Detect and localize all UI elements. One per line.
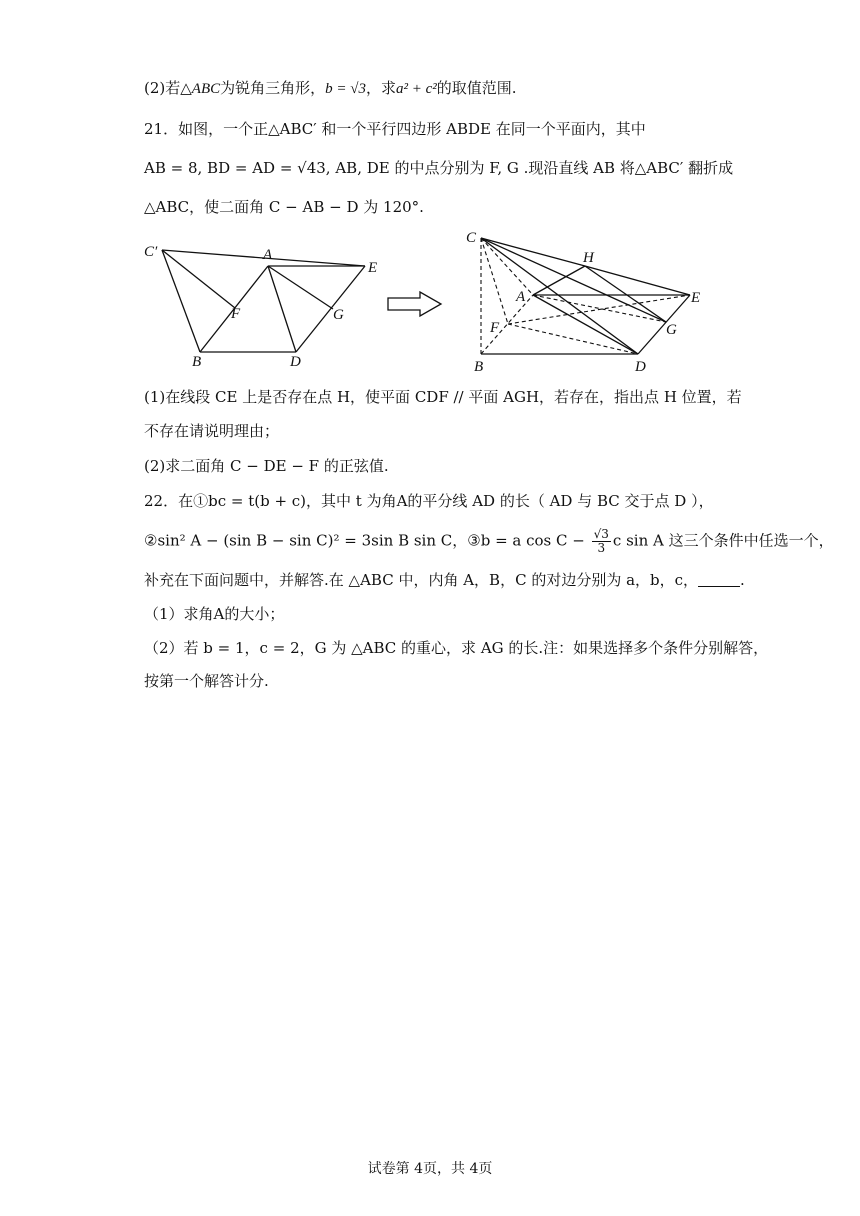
label-c-prime: C′ bbox=[144, 244, 158, 260]
label-b-left: B bbox=[192, 354, 202, 370]
q22-line1: 22．在①bc = t(b + c)，其中 t 为角A的平分线 AD 的长（ AD 与 BC 交于点 D ）， bbox=[144, 492, 714, 510]
q22-frac-num: √3 bbox=[593, 527, 609, 541]
label-h-right: H bbox=[583, 250, 594, 266]
label-e-left: E bbox=[368, 260, 378, 276]
page-footer: 试卷第 4页，共 4页 bbox=[367, 1161, 493, 1177]
figure-right-labels bbox=[466, 230, 700, 375]
label-a-right: A bbox=[516, 289, 526, 305]
label-d-left: D bbox=[290, 354, 301, 370]
label-a-left: A bbox=[263, 247, 273, 263]
q22-line3 bbox=[144, 570, 745, 590]
figure-left bbox=[162, 250, 365, 352]
q20-mid2: ，求 bbox=[366, 79, 397, 97]
q20-mid1: 为锐角三角形， bbox=[220, 79, 326, 97]
label-c-right: C bbox=[466, 230, 477, 246]
q21-part1-line-b: 不存在请说明理由； bbox=[144, 422, 280, 440]
q22-fraction bbox=[592, 528, 611, 555]
label-g-left: G bbox=[333, 307, 344, 323]
transform-arrow-icon bbox=[388, 292, 441, 316]
q21-line1: 21．如图，一个正△ABC′ 和一个平行四边形 ABDE 在同一个平面内，其中 bbox=[144, 120, 646, 138]
q21-part1-line-a: (1)在线段 CE 上是否存在点 H，使平面 CDF // 平面 AGH，若存在，指出点 H 位置，若 bbox=[144, 388, 742, 406]
q20-suffix: 的取值范围. bbox=[436, 79, 517, 97]
q20-condition: b = √3 bbox=[325, 81, 366, 97]
q22-line3-end: . bbox=[740, 571, 745, 589]
label-f-left: F bbox=[231, 306, 241, 322]
q20-prefix: (2)若 bbox=[144, 79, 181, 97]
q21-line3: △ABC，使二面角 C − AB − D 为 120°. bbox=[144, 198, 424, 216]
answer-blank bbox=[698, 572, 740, 587]
label-f-right: F bbox=[490, 320, 500, 336]
label-b-right: B bbox=[474, 359, 484, 375]
label-d-right: D bbox=[635, 359, 646, 375]
q22-part2: （2）若 b = 1，c = 2，G 为 △ABC 的重心，求 AG 的长.注：如果选择多个条件分别解答， bbox=[144, 639, 769, 657]
q21-line2: AB = 8, BD = AD = √43, AB, DE 的中点分别为 F, G .现沿直线 AB 将△ABC′ 翻折成 bbox=[144, 159, 734, 177]
q22-part2-b: 按第一个解答计分. bbox=[144, 672, 269, 690]
geometry-figure bbox=[138, 226, 858, 376]
q21-part2: (2)求二面角 C − DE − F 的正弦值. bbox=[144, 457, 389, 475]
q22-line2-a: ②sin² A − (sin B − sin C)² = 3sin B sin C，③b = a cos C − bbox=[144, 531, 585, 550]
q20-part2-line bbox=[144, 78, 517, 99]
q22-frac-den: 3 bbox=[597, 541, 606, 555]
q20-triangle: △ABC bbox=[180, 81, 221, 97]
q20-expression: a² + c² bbox=[396, 81, 437, 97]
q22-line3-text: 补充在下面问题中，并解答.在 △ABC 中，内角 A，B，C 的对边分别为 a，b，c， bbox=[144, 571, 699, 589]
label-e-right: E bbox=[691, 290, 701, 306]
q22-line2-b: c sin A 这三个条件中任选一个， bbox=[612, 531, 834, 550]
q22-line2 bbox=[144, 528, 834, 555]
label-g-right: G bbox=[666, 322, 677, 338]
q22-part1: （1）求角A的大小； bbox=[144, 605, 285, 623]
